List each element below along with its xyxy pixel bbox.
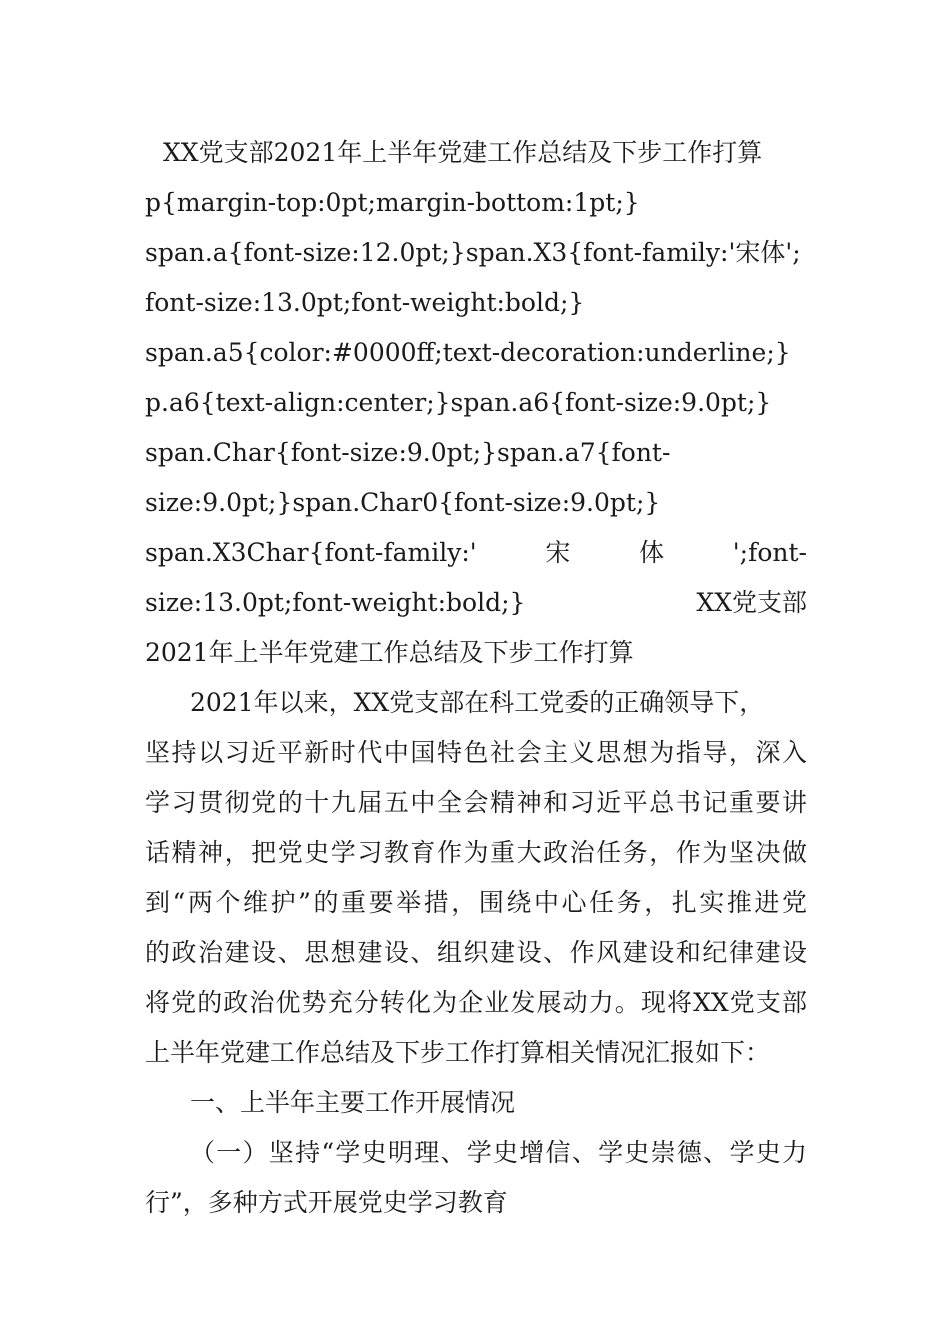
css-fragment: size:13.0pt;font-weight:bold;} xyxy=(145,588,526,617)
css-fragment: 宋 xyxy=(545,538,571,567)
body-line: 的政治建设、思想建设、组织建设、作风建设和纪律建设 xyxy=(145,938,807,967)
css-line: font-size:13.0pt;font-weight:bold;} xyxy=(145,288,585,317)
css-line: span.Char{font-size:9.0pt;}span.a7{font- xyxy=(145,438,671,467)
css-fragment: ';font- xyxy=(732,538,807,567)
css-fragment: 体 xyxy=(639,538,665,567)
subtitle-line: 2021年上半年党建工作总结及下步工作打算 xyxy=(145,638,634,667)
body-line: 将党的政治优势充分转化为企业发展动力。现将XX党支部 xyxy=(145,988,807,1017)
section-heading: 一、上半年主要工作开展情况 xyxy=(190,1088,516,1117)
body-line: 话精神，把党史学习教育作为重大政治任务，作为坚决做 xyxy=(145,838,807,867)
css-line: p.a6{text-align:center;}span.a6{font-size:9.0pt;} xyxy=(145,388,772,417)
body-line: 2021年以来，XX党支部在科工党委的正确领导下， xyxy=(190,688,765,717)
subsection-heading-line: （一）坚持“学史明理、学史增信、学史崇德、学史力 xyxy=(190,1138,807,1167)
body-line: 学习贯彻党的十九届五中全会精神和习近平总书记重要讲 xyxy=(145,788,807,817)
css-line-with-title-start xyxy=(145,578,807,628)
document-title: XX党支部2021年上半年党建工作总结及下步工作打算 xyxy=(163,138,763,167)
css-line-justified xyxy=(145,528,807,578)
body-line: 坚持以习近平新时代中国特色社会主义思想为指导，深入 xyxy=(145,738,807,767)
css-line: size:9.0pt;}span.Char0{font-size:9.0pt;} xyxy=(145,488,661,517)
body-line: 到“两个维护”的重要举措，围绕中心任务，扎实推进党 xyxy=(145,888,807,917)
css-fragment: span.X3Char{font-family:' xyxy=(145,538,477,567)
css-line: span.a{font-size:12.0pt;}span.X3{font-family:'宋体'; xyxy=(145,238,801,267)
subsection-heading-line: 行”，多种方式开展党史学习教育 xyxy=(145,1188,508,1217)
css-line: span.a5{color:#0000ff;text-decoration:underline;} xyxy=(145,338,791,367)
document-page xyxy=(145,128,807,1228)
css-line: p{margin-top:0pt;margin-bottom:1pt;} xyxy=(145,188,640,217)
title-fragment: XX党支部 xyxy=(696,588,807,617)
body-line: 上半年党建工作总结及下步工作打算相关情况汇报如下： xyxy=(145,1038,771,1067)
